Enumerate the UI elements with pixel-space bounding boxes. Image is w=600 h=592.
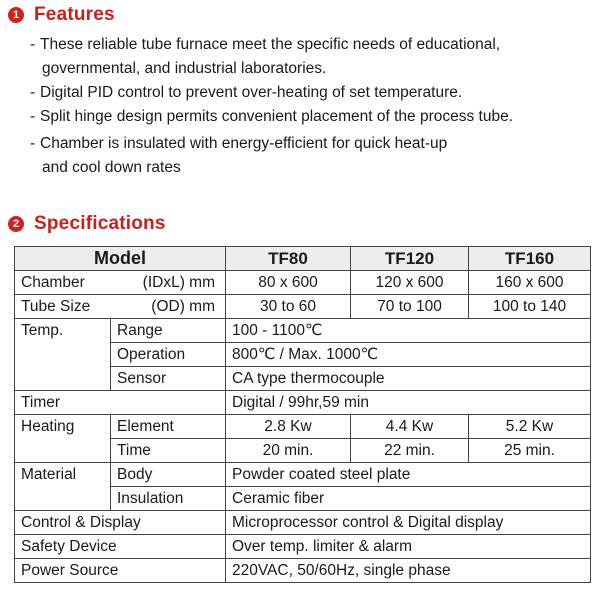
- table-row: [15, 559, 591, 583]
- range-value: 100 - 1100℃: [226, 319, 591, 343]
- insulation-value: Ceramic fiber: [226, 487, 591, 511]
- feature-item: - These reliable tube furnace meet the specific needs of educational, governmental, and industrial laboratories.: [30, 36, 501, 77]
- features-heading: [8, 4, 115, 26]
- operation-label: Operation: [111, 343, 226, 367]
- sensor-value: CA type thermocouple: [226, 367, 591, 391]
- body-label: Body: [111, 463, 226, 487]
- section-number-badge: 1: [8, 7, 24, 23]
- tube-unit: (OD) mm: [151, 297, 215, 315]
- table-row: [15, 535, 591, 559]
- tube-tf120: 70 to 100: [351, 295, 469, 319]
- timer-value: Digital / 99hr,59 min: [226, 391, 591, 415]
- table-row: [15, 415, 591, 439]
- insulation-label: Insulation: [111, 487, 226, 511]
- control-label: Control & Display: [15, 511, 226, 535]
- control-value: Microprocessor control & Digital display: [226, 511, 591, 535]
- specifications-table: [14, 246, 591, 583]
- table-row: [15, 511, 591, 535]
- tube-tf160: 100 to 140: [469, 295, 591, 319]
- feature-item: - Split hinge design permits convenient placement of the process tube.: [30, 108, 514, 125]
- element-tf160: 5.2 Kw: [469, 415, 591, 439]
- element-label: Element: [111, 415, 226, 439]
- safety-value: Over temp. limiter & alarm: [226, 535, 591, 559]
- temp-label: Temp.: [15, 319, 111, 391]
- sensor-label: Sensor: [111, 367, 226, 391]
- specifications-heading: [8, 213, 166, 235]
- safety-label: Safety Device: [15, 535, 226, 559]
- chamber-tf160: 160 x 600: [469, 271, 591, 295]
- power-label: Power Source: [15, 559, 226, 583]
- element-tf80: 2.8 Kw: [226, 415, 351, 439]
- tube-tf80: 30 to 60: [226, 295, 351, 319]
- chamber-tf120: 120 x 600: [351, 271, 469, 295]
- time-tf120: 22 min.: [351, 439, 469, 463]
- header-tf120: TF120: [351, 247, 469, 271]
- range-label: Range: [111, 319, 226, 343]
- chamber-label-cell: [15, 271, 226, 295]
- table-row: [15, 271, 591, 295]
- header-model: Model: [15, 247, 226, 271]
- timer-label: Timer: [15, 391, 226, 415]
- heating-label: Heating: [15, 415, 111, 463]
- element-tf120: 4.4 Kw: [351, 415, 469, 439]
- features-list: [30, 33, 590, 180]
- section-number-badge: 2: [8, 216, 24, 232]
- feature-item: - Chamber is insulated with energy-efficient for quick heat-up and cool down rates: [30, 135, 448, 176]
- tube-label: Tube Size: [21, 297, 91, 315]
- material-label: Material: [15, 463, 111, 511]
- chamber-tf80: 80 x 600: [226, 271, 351, 295]
- header-tf80: TF80: [226, 247, 351, 271]
- operation-value: 800℃ / Max. 1000℃: [226, 343, 591, 367]
- table-header-row: [15, 247, 591, 271]
- time-tf160: 25 min.: [469, 439, 591, 463]
- body-value: Powder coated steel plate: [226, 463, 591, 487]
- table-row: [15, 319, 591, 343]
- power-value: 220VAC, 50/60Hz, single phase: [226, 559, 591, 583]
- table-row: [15, 295, 591, 319]
- tube-label-cell: [15, 295, 226, 319]
- time-tf80: 20 min.: [226, 439, 351, 463]
- time-label: Time: [111, 439, 226, 463]
- chamber-label: Chamber: [21, 273, 85, 291]
- header-tf160: TF160: [469, 247, 591, 271]
- specifications-title: Specifications: [34, 213, 166, 234]
- table-row: [15, 391, 591, 415]
- features-title: Features: [34, 4, 115, 25]
- feature-item: - Digital PID control to prevent over-heating of set temperature.: [30, 84, 463, 101]
- table-row: [15, 463, 591, 487]
- chamber-unit: (IDxL) mm: [142, 273, 215, 291]
